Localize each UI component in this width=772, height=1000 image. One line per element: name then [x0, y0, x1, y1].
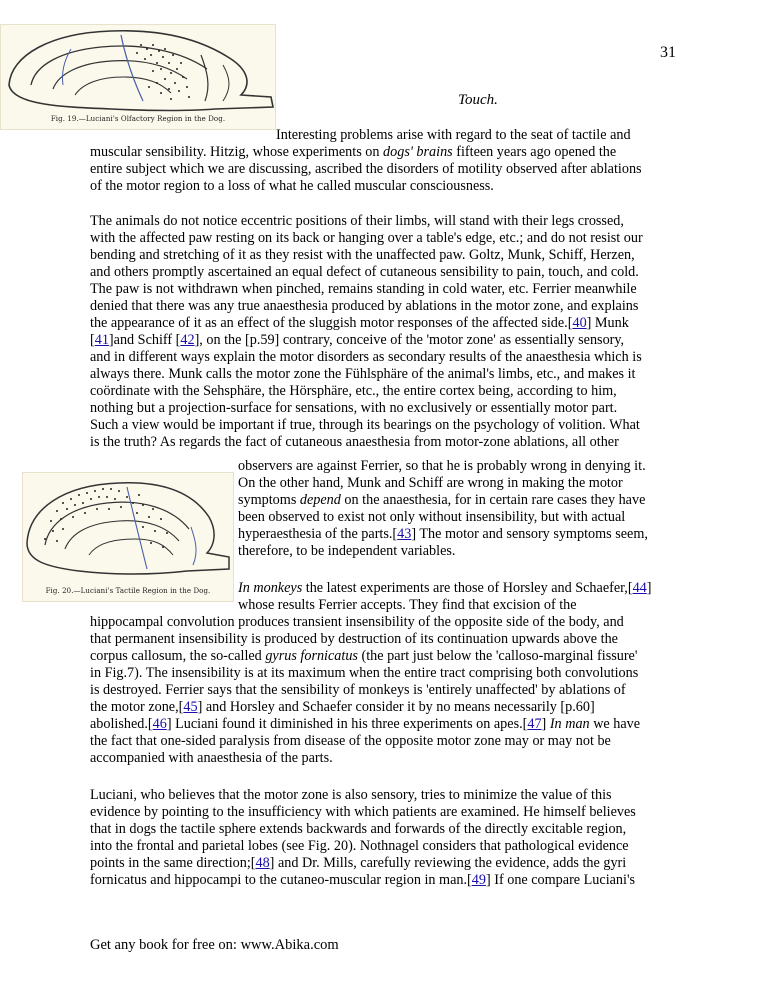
text-line: [41]and Schiff [42], on the [p.59] contrary, conceive of the 'motor zone' as essentially sensory, — [90, 332, 625, 348]
text-line: evidence by pointing to the insufficiency with which patients are examined. He himself believes — [90, 804, 636, 820]
page-number: 31 — [660, 44, 676, 61]
text-line: hippocampal convolution produces transient insensibility of the opposite side of the body, and — [90, 614, 624, 630]
text-line: On the other hand, Munk and Schiff are wrong in making the motor — [238, 475, 623, 491]
text-line: in Fig.7). The insensibility is at its maximum when the entire tract comprising both convolutions — [90, 665, 639, 681]
page-footer: Get any book for free on: www.Abika.com — [90, 937, 339, 953]
text-line: and in different ways explain the motor disorders as secondary results of the anaesthesia which is — [90, 349, 642, 365]
text-line: the appearance of it as an effect of the sluggish motor responses of the affected side.[40] Munk — [90, 315, 629, 331]
text-line: The animals do not notice eccentric positions of their limbs, will stand with their legs crossed, — [90, 213, 624, 229]
text-line: accompanied with anaesthesia of the parts. — [90, 750, 333, 766]
text-line: into the frontal and parietal lobes (see Fig. 20). Nothnagel considers that pathological evidence — [90, 838, 629, 854]
footnote-link-44[interactable]: 44 — [632, 580, 647, 596]
text-line: therefore, to be independent variables. — [238, 543, 456, 559]
text-line: entire subject which we are discussing, ascribed the disorders of motility observed after ablations — [90, 161, 642, 177]
brain-diagram-fig20 — [23, 473, 233, 585]
text-line: of the motor region to a loss of what he called muscular consciousness. — [90, 178, 494, 194]
footnote-link-42[interactable]: 42 — [180, 332, 195, 348]
footnote-link-48[interactable]: 48 — [255, 855, 270, 871]
text-line: hyperaesthesia of the parts.[43] The motor and sensory symptoms seem, — [238, 526, 648, 542]
text-line: In monkeys the latest experiments are those of Horsley and Schaefer,[44] — [238, 580, 652, 596]
footnote-link-45[interactable]: 45 — [183, 699, 198, 715]
text-line: nothing but a projection-surface for sensations, with no exclusively or essentially motor part. — [90, 400, 618, 416]
text-line: denied that there was any true anaesthesia produced by ablations in the motor zone, and explains — [90, 298, 639, 314]
text-line: that permanent insensibility is produced by destruction of its continuation upwards above the — [90, 631, 618, 647]
text-line: observers are against Ferrier, so that he is probably wrong in denying it. — [238, 458, 646, 474]
text-line: the fact that one-sided paralysis from disease of the opposite motor zone may or may not be — [90, 733, 611, 749]
text-line: is the truth? As regards the fact of cutaneous anaesthesia from motor-zone ablations, all other — [90, 434, 619, 450]
figure-19-caption: Fig. 19.—Luciani's Olfactory Region in the Dog. — [50, 115, 226, 123]
text-line: points in the same direction;[48] and Dr. Mills, carefully reviewing the evidence, adds the gyri — [90, 855, 627, 871]
text-line: the motor zone,[45] and Horsley and Schaefer consider it by no means necessarily [p.60] — [90, 699, 595, 715]
text-line: abolished.[46] Luciani found it diminished in his three experiments on apes.[47] In man we have — [90, 716, 641, 732]
text-line: muscular sensibility. Hitzig, whose experiments on dogs' brains fifteen years ago opened the — [90, 144, 617, 160]
footnote-link-49[interactable]: 49 — [471, 872, 486, 888]
section-title: Touch. — [458, 92, 498, 108]
text-line: that in dogs the tactile sphere extends backwards and forwards of the directly excitable region, — [90, 821, 627, 837]
footnote-link-46[interactable]: 46 — [152, 716, 167, 732]
text-line: and others promptly ascertained an equal defect of cutaneous sensibility to pain, touch, and cold. — [90, 264, 639, 280]
footnote-link-47[interactable]: 47 — [527, 716, 542, 732]
text-line: is destroyed. Ferrier says that the sensibility of monkeys is 'entirely unaffected' by ablations of — [90, 682, 626, 698]
footnote-link-43[interactable]: 43 — [397, 526, 412, 542]
text-line: with the affected paw resting on its back or hanging over a table's edge, etc.; and do not resist our — [90, 230, 643, 246]
text-line: symptoms depend on the anaesthesia, for in certain rare cases they have — [238, 492, 646, 508]
figure-olfactory-region — [0, 24, 276, 130]
text-line: been observed to exist not only without insensibility, but with actual — [238, 509, 626, 525]
text-line: Such a view would be important if true, through its bearings on the psychology of volition. What — [90, 417, 640, 433]
text-line: always there. Munk calls the motor zone the Fühlsphäre of the animal's limbs, etc., and makes it — [90, 366, 636, 382]
footnote-link-41[interactable]: 41 — [94, 332, 109, 348]
text-line: coördinate with the Sehsphäre, the Hörsphäre, etc., the entire cortex being, according to him, — [90, 383, 617, 399]
figure-20-caption: Fig. 20.—Luciani's Tactile Region in the Dog. — [45, 587, 211, 595]
footnote-link-40[interactable]: 40 — [572, 315, 587, 331]
text-line: whose results Ferrier accepts. They find that excision of the — [238, 597, 577, 613]
brain-diagram-fig19 — [1, 25, 275, 115]
text-line: Luciani, who believes that the motor zone is also sensory, tries to minimize the value of this — [90, 787, 612, 803]
text-line: corpus callosum, the so-called gyrus fornicatus (the part just below the 'calloso-marginal fissure' — [90, 648, 638, 664]
text-line: The paw is not withdrawn when pinched, remains standing in cold water, etc. Ferrier meanwhile — [90, 281, 637, 297]
text-line: bending and stretching of it as they resist with the unaffected paw. Goltz, Munk, Schiff, Herzen, — [90, 247, 635, 263]
text-line: Interesting problems arise with regard to the seat of tactile and — [276, 127, 631, 143]
text-line: fornicatus and hippocampi to the cutaneo-muscular region in man.[49] If one compare Luciani's — [90, 872, 636, 888]
figure-tactile-region — [22, 472, 234, 602]
